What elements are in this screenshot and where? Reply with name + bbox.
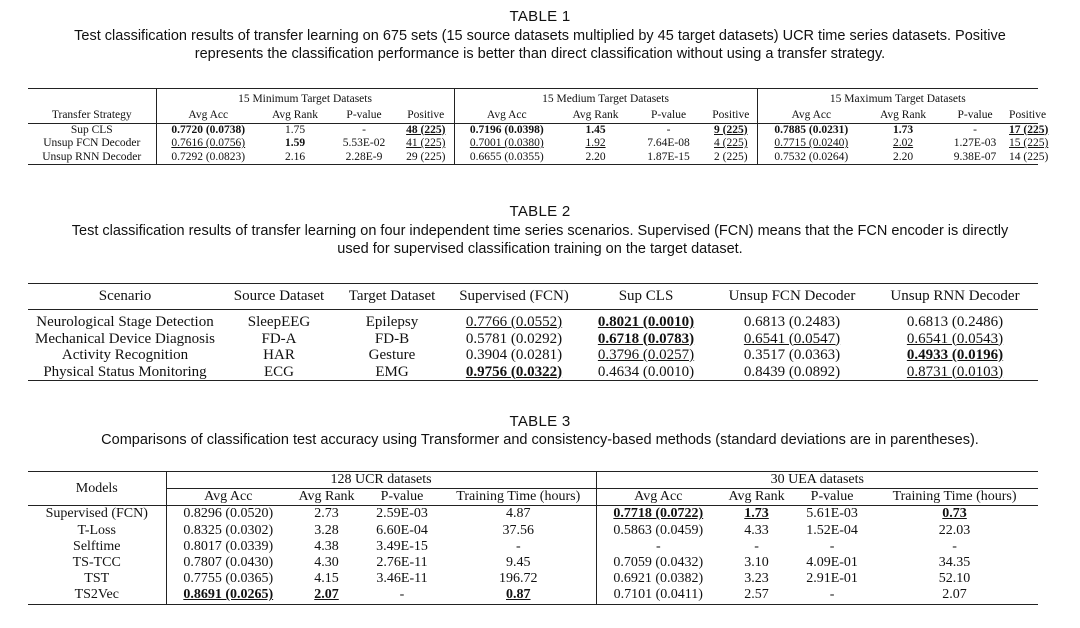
table-cell: 2.76E-11	[376, 555, 428, 571]
table-cell: Mechanical Device Diagnosis	[35, 330, 215, 347]
table-cell: 196.72	[499, 571, 538, 587]
table3-row-name: T-Loss	[77, 522, 116, 538]
table-cell: FD-B	[374, 330, 410, 347]
table-cell: 0.6655 (0.0355)	[454, 151, 559, 165]
table-cell: 2.16	[284, 150, 306, 163]
table-cell: 4.87	[441, 506, 596, 523]
table1-subheader: P-value	[330, 109, 398, 123]
table-cell: 2.07	[942, 587, 967, 603]
table-cell: 0.8017 (0.0339)	[166, 539, 290, 555]
table-cell: Gesture	[368, 347, 416, 363]
table-cell: 0.3904 (0.0281)	[465, 347, 563, 363]
table-cell: ECG	[264, 363, 294, 380]
table-row	[28, 347, 1038, 364]
table-cell: 1.92	[585, 137, 606, 150]
table-cell: 1.52E-04	[806, 522, 858, 538]
table-cell: -	[515, 538, 521, 554]
table-row	[28, 539, 1038, 555]
table3-row-name: TS-TCC	[72, 555, 121, 571]
table-cell: 2.02	[892, 137, 914, 150]
table3-caption: Comparisons of classification test accuracy using Transformer and consistency-based methods (standard deviations are in parentheses).	[101, 432, 979, 448]
table-cell: 4.33	[744, 522, 769, 538]
table-cell: -	[829, 587, 835, 603]
table-row	[28, 151, 1038, 165]
table-cell: 17 (225)	[1009, 123, 1049, 136]
table-cell: 0.6921 (0.0382)	[596, 571, 720, 587]
table-cell: -	[754, 538, 759, 554]
table1-group-header: 15 Maximum Target Datasets	[757, 89, 1038, 110]
table-cell: Physical Status Monitoring	[43, 363, 207, 380]
table-cell: Epilepsy	[365, 314, 419, 330]
table-cell: HAR	[263, 347, 295, 363]
table-cell: 0.7885 (0.0231)	[757, 123, 865, 137]
table2-header: Target Dataset	[336, 284, 448, 310]
table1-subheader: Avg Acc	[757, 109, 865, 123]
table-cell: 0.6718 (0.0783)	[597, 330, 695, 347]
table2-header: Scenario	[28, 284, 222, 310]
table-row	[28, 364, 1038, 381]
table-cell: 0.5781 (0.0292)	[465, 330, 563, 347]
table-row	[28, 555, 1038, 571]
table2-header: Unsup RNN Decoder	[872, 284, 1038, 310]
table3-subheader: Avg Acc	[166, 489, 290, 506]
table-cell: 0.3517 (0.0363)	[743, 347, 841, 363]
table1-subheader: Avg Rank	[559, 109, 632, 123]
table1-row-name: Unsup FCN Decoder	[43, 137, 141, 150]
table-cell: 3.28	[314, 522, 339, 538]
table-cell: 7.64E-08	[647, 137, 690, 150]
table-cell: 0.7715 (0.0240)	[757, 137, 865, 151]
table-row	[28, 137, 1038, 151]
table-cell: 3.49E-15	[376, 538, 428, 554]
table-cell: 4.38	[314, 538, 339, 554]
table-cell: 2.57	[744, 587, 769, 603]
table-cell: 37.56	[502, 522, 535, 538]
table-cell: -	[829, 538, 835, 554]
table-cell: 15 (225)	[1009, 137, 1049, 150]
table-cell: 0.7718 (0.0722)	[596, 506, 720, 523]
table3-row-name: Supervised (FCN)	[28, 506, 166, 523]
table-cell: 0.7101 (0.0411)	[596, 587, 720, 604]
table1-subheader: Avg Acc	[156, 109, 260, 123]
table3-subheader: P-value	[810, 489, 854, 505]
table1-group-header: 15 Medium Target Datasets	[454, 89, 757, 110]
table-cell: 41 (225)	[406, 137, 446, 150]
table-cell: 5.53E-02	[342, 137, 386, 150]
table3-group-header: 30 UEA datasets	[596, 472, 1038, 489]
table-cell: 4 (225)	[714, 137, 748, 150]
table3-subheader: P-value	[380, 489, 424, 505]
table-cell: 0.6541 (0.0543)	[906, 330, 1004, 347]
table-cell: 0.8325 (0.0302)	[166, 523, 290, 539]
table-cell: 29 (225)	[406, 150, 446, 163]
table1-subheader: Positive	[1009, 109, 1038, 123]
table-cell: 2.59E-03	[363, 506, 441, 523]
table-cell: 9.45	[506, 555, 531, 571]
table-cell: 1.87E-15	[647, 150, 690, 163]
table-cell: 9.38E-07	[953, 150, 997, 163]
table2-caption-line2: used for supervised classification training on the target dataset.	[337, 241, 743, 257]
table-cell: 3.23	[744, 571, 769, 587]
table-cell: 0.8296 (0.0520)	[166, 506, 290, 523]
table-cell: 0.7059 (0.0432)	[596, 555, 720, 571]
table-cell: 52.10	[938, 571, 971, 587]
table-cell: -	[666, 123, 671, 136]
table3-row-name: TS2Vec	[74, 587, 119, 603]
table2	[28, 283, 1038, 381]
table-row	[28, 331, 1038, 348]
table-row	[28, 523, 1038, 539]
table-cell: 0.87	[506, 587, 531, 603]
table2-header: Sup CLS	[580, 284, 712, 310]
table-cell: -	[399, 587, 405, 603]
table3-subheader: Avg Rank	[728, 489, 785, 505]
table-cell: 2.07	[314, 587, 339, 603]
table3-row-name: Selftime	[73, 538, 121, 554]
table2-caption-line1: Test classification results of transfer learning on four independent time series scenarios. Supervised (FCN) means that the FCN encoder is directly	[71, 223, 1009, 239]
table-row	[28, 506, 1038, 523]
table-cell: 0.7001 (0.0380)	[454, 137, 559, 151]
table2-caption	[20, 222, 1060, 258]
table1-group-header: 15 Minimum Target Datasets	[156, 89, 454, 110]
table-cell: 0.7755 (0.0365)	[166, 571, 290, 587]
table-cell: 4.30	[314, 555, 339, 571]
table-cell: -	[362, 123, 366, 136]
table-cell: 0.6813 (0.2483)	[743, 314, 841, 330]
table-cell: -	[596, 539, 720, 555]
table-row	[28, 123, 1038, 137]
table-cell: 9 (225)	[714, 123, 748, 136]
table1-title: TABLE 1	[509, 8, 571, 25]
table-cell: 22.03	[938, 522, 971, 538]
table3-row-name: TST	[84, 571, 110, 587]
table-cell: 1.73	[892, 123, 914, 136]
table-cell: 0.9756 (0.0322)	[465, 363, 563, 380]
table3-subheader: Training Time (hours)	[892, 489, 1017, 505]
table1-subheader: Positive	[398, 109, 454, 123]
table2-header: Supervised (FCN)	[448, 284, 580, 310]
table-cell: 0.8439 (0.0892)	[743, 363, 841, 380]
table-cell: 1.59	[284, 137, 306, 150]
table-cell: 3.46E-11	[376, 571, 428, 587]
table-cell: 4.09E-01	[806, 555, 858, 571]
table-cell: 1.75	[284, 123, 306, 136]
table-row	[28, 571, 1038, 587]
table3-subheader: Training Time (hours)	[456, 489, 581, 505]
table2-header: Source Dataset	[222, 284, 336, 310]
table1-caption	[20, 27, 1060, 63]
table-row	[28, 587, 1038, 604]
table-cell: Neurological Stage Detection	[36, 314, 214, 330]
table-cell: 0.73	[871, 506, 1038, 523]
table-row	[28, 314, 1038, 331]
table1-subheader: Avg Rank	[260, 109, 330, 123]
table3-subheader: Avg Acc	[596, 489, 720, 506]
table-cell: 48 (225)	[406, 123, 446, 136]
table1	[28, 88, 1049, 165]
table-cell: Activity Recognition	[61, 347, 189, 363]
table3-models-header: Models	[75, 480, 118, 496]
table1-subheader: Positive	[705, 109, 757, 123]
table1-row-name: Unsup RNN Decoder	[42, 150, 142, 163]
table-cell: 6.60E-04	[376, 522, 428, 538]
table-cell: 0.7196 (0.0398)	[454, 123, 559, 137]
table1-caption-line1: Test classification results of transfer learning on 675 sets (15 source datasets multiplied by 45 target datasets) UCR time series datasets. Positive	[74, 28, 1006, 44]
table-cell: 2.73	[290, 506, 363, 523]
table-cell: 14 (225)	[1009, 150, 1049, 163]
table-cell: SleepEEG	[247, 314, 311, 330]
table-cell: EMG	[375, 363, 409, 380]
table-cell: 0.7532 (0.0264)	[757, 151, 865, 165]
table-cell: 0.6541 (0.0547)	[743, 330, 841, 347]
table-cell: 3.10	[744, 555, 769, 571]
table-cell: 1.73	[720, 506, 793, 523]
table1-subheader: P-value	[632, 109, 705, 123]
table-cell: 0.5863 (0.0459)	[596, 523, 720, 539]
table3	[28, 471, 1038, 605]
table-cell: FD-A	[261, 330, 297, 347]
table-cell: 5.61E-03	[793, 506, 871, 523]
table-cell: 0.4933 (0.0196)	[906, 347, 1004, 363]
table-cell: 34.35	[938, 555, 971, 571]
table-cell: 0.7292 (0.0823)	[156, 151, 260, 165]
table-cell: 0.7616 (0.0756)	[156, 137, 260, 151]
table1-subheader: Avg Rank	[865, 109, 941, 123]
table-cell: 1.45	[585, 123, 606, 136]
table-cell: 0.8021 (0.0010)	[597, 314, 695, 330]
table1-row-header: Transfer Strategy	[28, 109, 156, 123]
table-cell: 0.8731 (0.0103)	[906, 363, 1004, 380]
table-cell: 2 (225)	[714, 150, 748, 163]
table-cell: 2.20	[892, 150, 914, 163]
table-cell: 0.3796 (0.0257)	[597, 347, 695, 363]
table-cell: 4.15	[314, 571, 339, 587]
table-cell: 1.27E-03	[953, 137, 997, 150]
table2-title: TABLE 2	[509, 203, 571, 220]
table1-subheader: Avg Acc	[454, 109, 559, 123]
table-cell: 0.7807 (0.0430)	[166, 555, 290, 571]
table1-caption-line2: represents the classification performance is better than direct classification without using a transfer strategy.	[194, 46, 886, 62]
table-cell: -	[973, 123, 977, 136]
table-cell: 2.20	[585, 150, 606, 163]
table-cell: 0.7720 (0.0738)	[156, 123, 260, 137]
table3-title: TABLE 3	[509, 413, 571, 430]
table-cell: 0.7766 (0.0552)	[465, 314, 563, 330]
table2-header: Unsup FCN Decoder	[712, 284, 872, 310]
table3-group-header: 128 UCR datasets	[166, 472, 596, 489]
table-cell: 0.8691 (0.0265)	[166, 587, 290, 604]
table-cell: 2.28E-9	[345, 150, 383, 163]
table1-subheader: P-value	[941, 109, 1009, 123]
table-cell: 2.91E-01	[806, 571, 858, 587]
table3-subheader: Avg Rank	[298, 489, 355, 505]
table-cell: 0.4634 (0.0010)	[597, 363, 695, 380]
table-cell: -	[952, 538, 957, 554]
table-cell: 0.6813 (0.2486)	[906, 314, 1004, 330]
table1-row-name: Sup CLS	[70, 123, 113, 136]
